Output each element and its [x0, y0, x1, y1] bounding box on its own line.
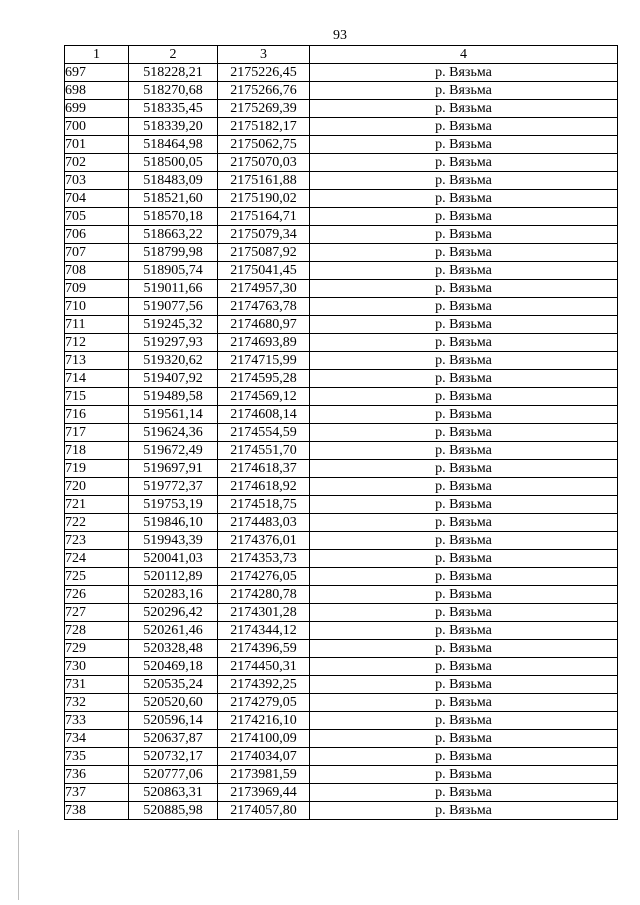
coordinate-x-cell: 520732,17 [129, 748, 218, 766]
point-number-cell: 716 [65, 406, 129, 424]
description-cell: р. Вязьма [310, 154, 618, 172]
description-cell: р. Вязьма [310, 622, 618, 640]
table-row [65, 352, 618, 370]
coordinate-x-cell: 518570,18 [129, 208, 218, 226]
coordinate-y-cell: 2174763,78 [218, 298, 310, 316]
coordinate-x-cell: 519672,49 [129, 442, 218, 460]
point-number-cell: 730 [65, 658, 129, 676]
column-header-2: 2 [129, 46, 218, 64]
table-row [65, 640, 618, 658]
point-number-cell: 717 [65, 424, 129, 442]
table-row [65, 802, 618, 820]
coordinate-x-cell: 519624,36 [129, 424, 218, 442]
coordinate-y-cell: 2175226,45 [218, 64, 310, 82]
coordinate-x-cell: 519489,58 [129, 388, 218, 406]
point-number-cell: 733 [65, 712, 129, 730]
description-cell: р. Вязьма [310, 658, 618, 676]
description-cell: р. Вязьма [310, 532, 618, 550]
coordinate-x-cell: 520637,87 [129, 730, 218, 748]
coordinate-y-cell: 2175070,03 [218, 154, 310, 172]
table-row [65, 172, 618, 190]
coordinate-x-cell: 520296,42 [129, 604, 218, 622]
description-cell: р. Вязьма [310, 514, 618, 532]
coordinate-y-cell: 2174680,97 [218, 316, 310, 334]
coordinate-x-cell: 519011,66 [129, 280, 218, 298]
description-cell: р. Вязьма [310, 748, 618, 766]
point-number-cell: 713 [65, 352, 129, 370]
description-cell: р. Вязьма [310, 640, 618, 658]
coordinate-y-cell: 2174034,07 [218, 748, 310, 766]
table-header-row [65, 46, 618, 64]
point-number-cell: 719 [65, 460, 129, 478]
description-cell: р. Вязьма [310, 262, 618, 280]
point-number-cell: 712 [65, 334, 129, 352]
description-cell: р. Вязьма [310, 298, 618, 316]
coordinate-y-cell: 2174618,37 [218, 460, 310, 478]
table-row [65, 316, 618, 334]
coordinate-y-cell: 2174608,14 [218, 406, 310, 424]
point-number-cell: 705 [65, 208, 129, 226]
point-number-cell: 718 [65, 442, 129, 460]
table-row [65, 658, 618, 676]
description-cell: р. Вязьма [310, 406, 618, 424]
table-row [65, 604, 618, 622]
point-number-cell: 727 [65, 604, 129, 622]
description-cell: р. Вязьма [310, 496, 618, 514]
coordinate-x-cell: 519297,93 [129, 334, 218, 352]
description-cell: р. Вязьма [310, 802, 618, 820]
table-row [65, 460, 618, 478]
coordinate-x-cell: 520596,14 [129, 712, 218, 730]
table-row [65, 298, 618, 316]
description-cell: р. Вязьма [310, 208, 618, 226]
description-cell: р. Вязьма [310, 442, 618, 460]
description-cell: р. Вязьма [310, 460, 618, 478]
coordinate-y-cell: 2174344,12 [218, 622, 310, 640]
coordinate-y-cell: 2174483,03 [218, 514, 310, 532]
coordinate-x-cell: 518905,74 [129, 262, 218, 280]
point-number-cell: 700 [65, 118, 129, 136]
point-number-cell: 722 [65, 514, 129, 532]
point-number-cell: 706 [65, 226, 129, 244]
coordinate-x-cell: 518270,68 [129, 82, 218, 100]
point-number-cell: 697 [65, 64, 129, 82]
point-number-cell: 721 [65, 496, 129, 514]
coordinate-x-cell: 518521,60 [129, 190, 218, 208]
point-number-cell: 720 [65, 478, 129, 496]
table-row [65, 262, 618, 280]
margin-line [18, 830, 19, 900]
table-row [65, 676, 618, 694]
point-number-cell: 715 [65, 388, 129, 406]
point-number-cell: 724 [65, 550, 129, 568]
coordinate-y-cell: 2175164,71 [218, 208, 310, 226]
coordinate-x-cell: 519561,14 [129, 406, 218, 424]
coordinate-x-cell: 518228,21 [129, 64, 218, 82]
coordinate-y-cell: 2173969,44 [218, 784, 310, 802]
coordinate-y-cell: 2174595,28 [218, 370, 310, 388]
table-row [65, 442, 618, 460]
coordinate-y-cell: 2175190,02 [218, 190, 310, 208]
coordinate-x-cell: 518464,98 [129, 136, 218, 154]
coordinate-x-cell: 519320,62 [129, 352, 218, 370]
table-row [65, 82, 618, 100]
point-number-cell: 699 [65, 100, 129, 118]
coordinate-x-cell: 520535,24 [129, 676, 218, 694]
table-row [65, 208, 618, 226]
coordinates-table [64, 45, 618, 820]
point-number-cell: 710 [65, 298, 129, 316]
page-number: 93 [333, 28, 347, 43]
description-cell: р. Вязьма [310, 676, 618, 694]
description-cell: р. Вязьма [310, 568, 618, 586]
coordinate-y-cell: 2174100,09 [218, 730, 310, 748]
point-number-cell: 714 [65, 370, 129, 388]
point-number-cell: 734 [65, 730, 129, 748]
point-number-cell: 698 [65, 82, 129, 100]
description-cell: р. Вязьма [310, 244, 618, 262]
description-cell: р. Вязьма [310, 316, 618, 334]
table-row [65, 478, 618, 496]
description-cell: р. Вязьма [310, 370, 618, 388]
point-number-cell: 726 [65, 586, 129, 604]
point-number-cell: 711 [65, 316, 129, 334]
coordinate-x-cell: 520041,03 [129, 550, 218, 568]
coordinate-y-cell: 2174554,59 [218, 424, 310, 442]
table-row [65, 118, 618, 136]
point-number-cell: 732 [65, 694, 129, 712]
table-row [65, 136, 618, 154]
point-number-cell: 701 [65, 136, 129, 154]
point-number-cell: 725 [65, 568, 129, 586]
coordinate-y-cell: 2174280,78 [218, 586, 310, 604]
coordinate-x-cell: 520261,46 [129, 622, 218, 640]
table-row [65, 244, 618, 262]
coordinate-x-cell: 520283,16 [129, 586, 218, 604]
coordinate-y-cell: 2174276,05 [218, 568, 310, 586]
coordinate-x-cell: 519846,10 [129, 514, 218, 532]
description-cell: р. Вязьма [310, 334, 618, 352]
table-row [65, 496, 618, 514]
table-row [65, 370, 618, 388]
point-number-cell: 704 [65, 190, 129, 208]
table-row [65, 748, 618, 766]
coordinate-x-cell: 518339,20 [129, 118, 218, 136]
coordinate-x-cell: 520777,06 [129, 766, 218, 784]
coordinate-x-cell: 518663,22 [129, 226, 218, 244]
description-cell: р. Вязьма [310, 730, 618, 748]
table-row [65, 784, 618, 802]
description-cell: р. Вязьма [310, 712, 618, 730]
coordinate-y-cell: 2174618,92 [218, 478, 310, 496]
table-row [65, 226, 618, 244]
coordinate-x-cell: 518335,45 [129, 100, 218, 118]
description-cell: р. Вязьма [310, 766, 618, 784]
description-cell: р. Вязьма [310, 100, 618, 118]
coordinate-y-cell: 2175087,92 [218, 244, 310, 262]
description-cell: р. Вязьма [310, 64, 618, 82]
table-row [65, 64, 618, 82]
coordinate-y-cell: 2174353,73 [218, 550, 310, 568]
point-number-cell: 702 [65, 154, 129, 172]
table-row [65, 388, 618, 406]
coordinate-y-cell: 2174392,25 [218, 676, 310, 694]
table-row [65, 100, 618, 118]
coordinate-x-cell: 520863,31 [129, 784, 218, 802]
point-number-cell: 729 [65, 640, 129, 658]
description-cell: р. Вязьма [310, 352, 618, 370]
table-row [65, 550, 618, 568]
coordinate-y-cell: 2174715,99 [218, 352, 310, 370]
coordinate-x-cell: 520328,48 [129, 640, 218, 658]
table-row [65, 694, 618, 712]
coordinate-x-cell: 518483,09 [129, 172, 218, 190]
table-row [65, 766, 618, 784]
coordinate-y-cell: 2174450,31 [218, 658, 310, 676]
coordinate-y-cell: 2174216,10 [218, 712, 310, 730]
description-cell: р. Вязьма [310, 784, 618, 802]
coordinate-y-cell: 2174693,89 [218, 334, 310, 352]
point-number-cell: 723 [65, 532, 129, 550]
point-number-cell: 708 [65, 262, 129, 280]
coordinate-x-cell: 520112,89 [129, 568, 218, 586]
point-number-cell: 703 [65, 172, 129, 190]
table-row [65, 514, 618, 532]
table-row [65, 190, 618, 208]
description-cell: р. Вязьма [310, 118, 618, 136]
table-row [65, 406, 618, 424]
coordinate-y-cell: 2174518,75 [218, 496, 310, 514]
coordinate-y-cell: 2174396,59 [218, 640, 310, 658]
table-row [65, 622, 618, 640]
coordinate-y-cell: 2175266,76 [218, 82, 310, 100]
coordinate-y-cell: 2175041,45 [218, 262, 310, 280]
point-number-cell: 728 [65, 622, 129, 640]
coordinate-x-cell: 520885,98 [129, 802, 218, 820]
coordinate-y-cell: 2175079,34 [218, 226, 310, 244]
coordinate-y-cell: 2174279,05 [218, 694, 310, 712]
coordinate-x-cell: 519407,92 [129, 370, 218, 388]
point-number-cell: 736 [65, 766, 129, 784]
coordinate-y-cell: 2174551,70 [218, 442, 310, 460]
description-cell: р. Вязьма [310, 136, 618, 154]
column-header-1: 1 [65, 46, 129, 64]
coordinate-y-cell: 2174057,80 [218, 802, 310, 820]
description-cell: р. Вязьма [310, 190, 618, 208]
table-row [65, 586, 618, 604]
table-row [65, 730, 618, 748]
description-cell: р. Вязьма [310, 82, 618, 100]
description-cell: р. Вязьма [310, 226, 618, 244]
description-cell: р. Вязьма [310, 478, 618, 496]
coordinate-x-cell: 519772,37 [129, 478, 218, 496]
coordinate-y-cell: 2175161,88 [218, 172, 310, 190]
coordinate-y-cell: 2174376,01 [218, 532, 310, 550]
description-cell: р. Вязьма [310, 586, 618, 604]
description-cell: р. Вязьма [310, 550, 618, 568]
coordinate-y-cell: 2175062,75 [218, 136, 310, 154]
coordinate-x-cell: 519077,56 [129, 298, 218, 316]
coordinate-x-cell: 519245,32 [129, 316, 218, 334]
description-cell: р. Вязьма [310, 694, 618, 712]
table-body [65, 64, 618, 820]
description-cell: р. Вязьма [310, 280, 618, 298]
description-cell: р. Вязьма [310, 604, 618, 622]
coordinate-y-cell: 2174301,28 [218, 604, 310, 622]
description-cell: р. Вязьма [310, 424, 618, 442]
description-cell: р. Вязьма [310, 388, 618, 406]
column-header-3: 3 [218, 46, 310, 64]
coordinate-y-cell: 2173981,59 [218, 766, 310, 784]
coordinate-x-cell: 518500,05 [129, 154, 218, 172]
coordinate-x-cell: 518799,98 [129, 244, 218, 262]
point-number-cell: 738 [65, 802, 129, 820]
table-row [65, 532, 618, 550]
coordinate-x-cell: 519697,91 [129, 460, 218, 478]
coordinate-x-cell: 519753,19 [129, 496, 218, 514]
table-row [65, 568, 618, 586]
coordinate-y-cell: 2174569,12 [218, 388, 310, 406]
coordinate-x-cell: 520520,60 [129, 694, 218, 712]
table-row [65, 154, 618, 172]
coordinate-x-cell: 519943,39 [129, 532, 218, 550]
table-row [65, 334, 618, 352]
point-number-cell: 737 [65, 784, 129, 802]
column-header-4: 4 [310, 46, 618, 64]
coordinate-x-cell: 520469,18 [129, 658, 218, 676]
point-number-cell: 707 [65, 244, 129, 262]
description-cell: р. Вязьма [310, 172, 618, 190]
table-row [65, 424, 618, 442]
point-number-cell: 709 [65, 280, 129, 298]
coordinate-y-cell: 2175182,17 [218, 118, 310, 136]
table-row [65, 712, 618, 730]
table-row [65, 280, 618, 298]
point-number-cell: 735 [65, 748, 129, 766]
coordinate-y-cell: 2175269,39 [218, 100, 310, 118]
coordinate-y-cell: 2174957,30 [218, 280, 310, 298]
point-number-cell: 731 [65, 676, 129, 694]
